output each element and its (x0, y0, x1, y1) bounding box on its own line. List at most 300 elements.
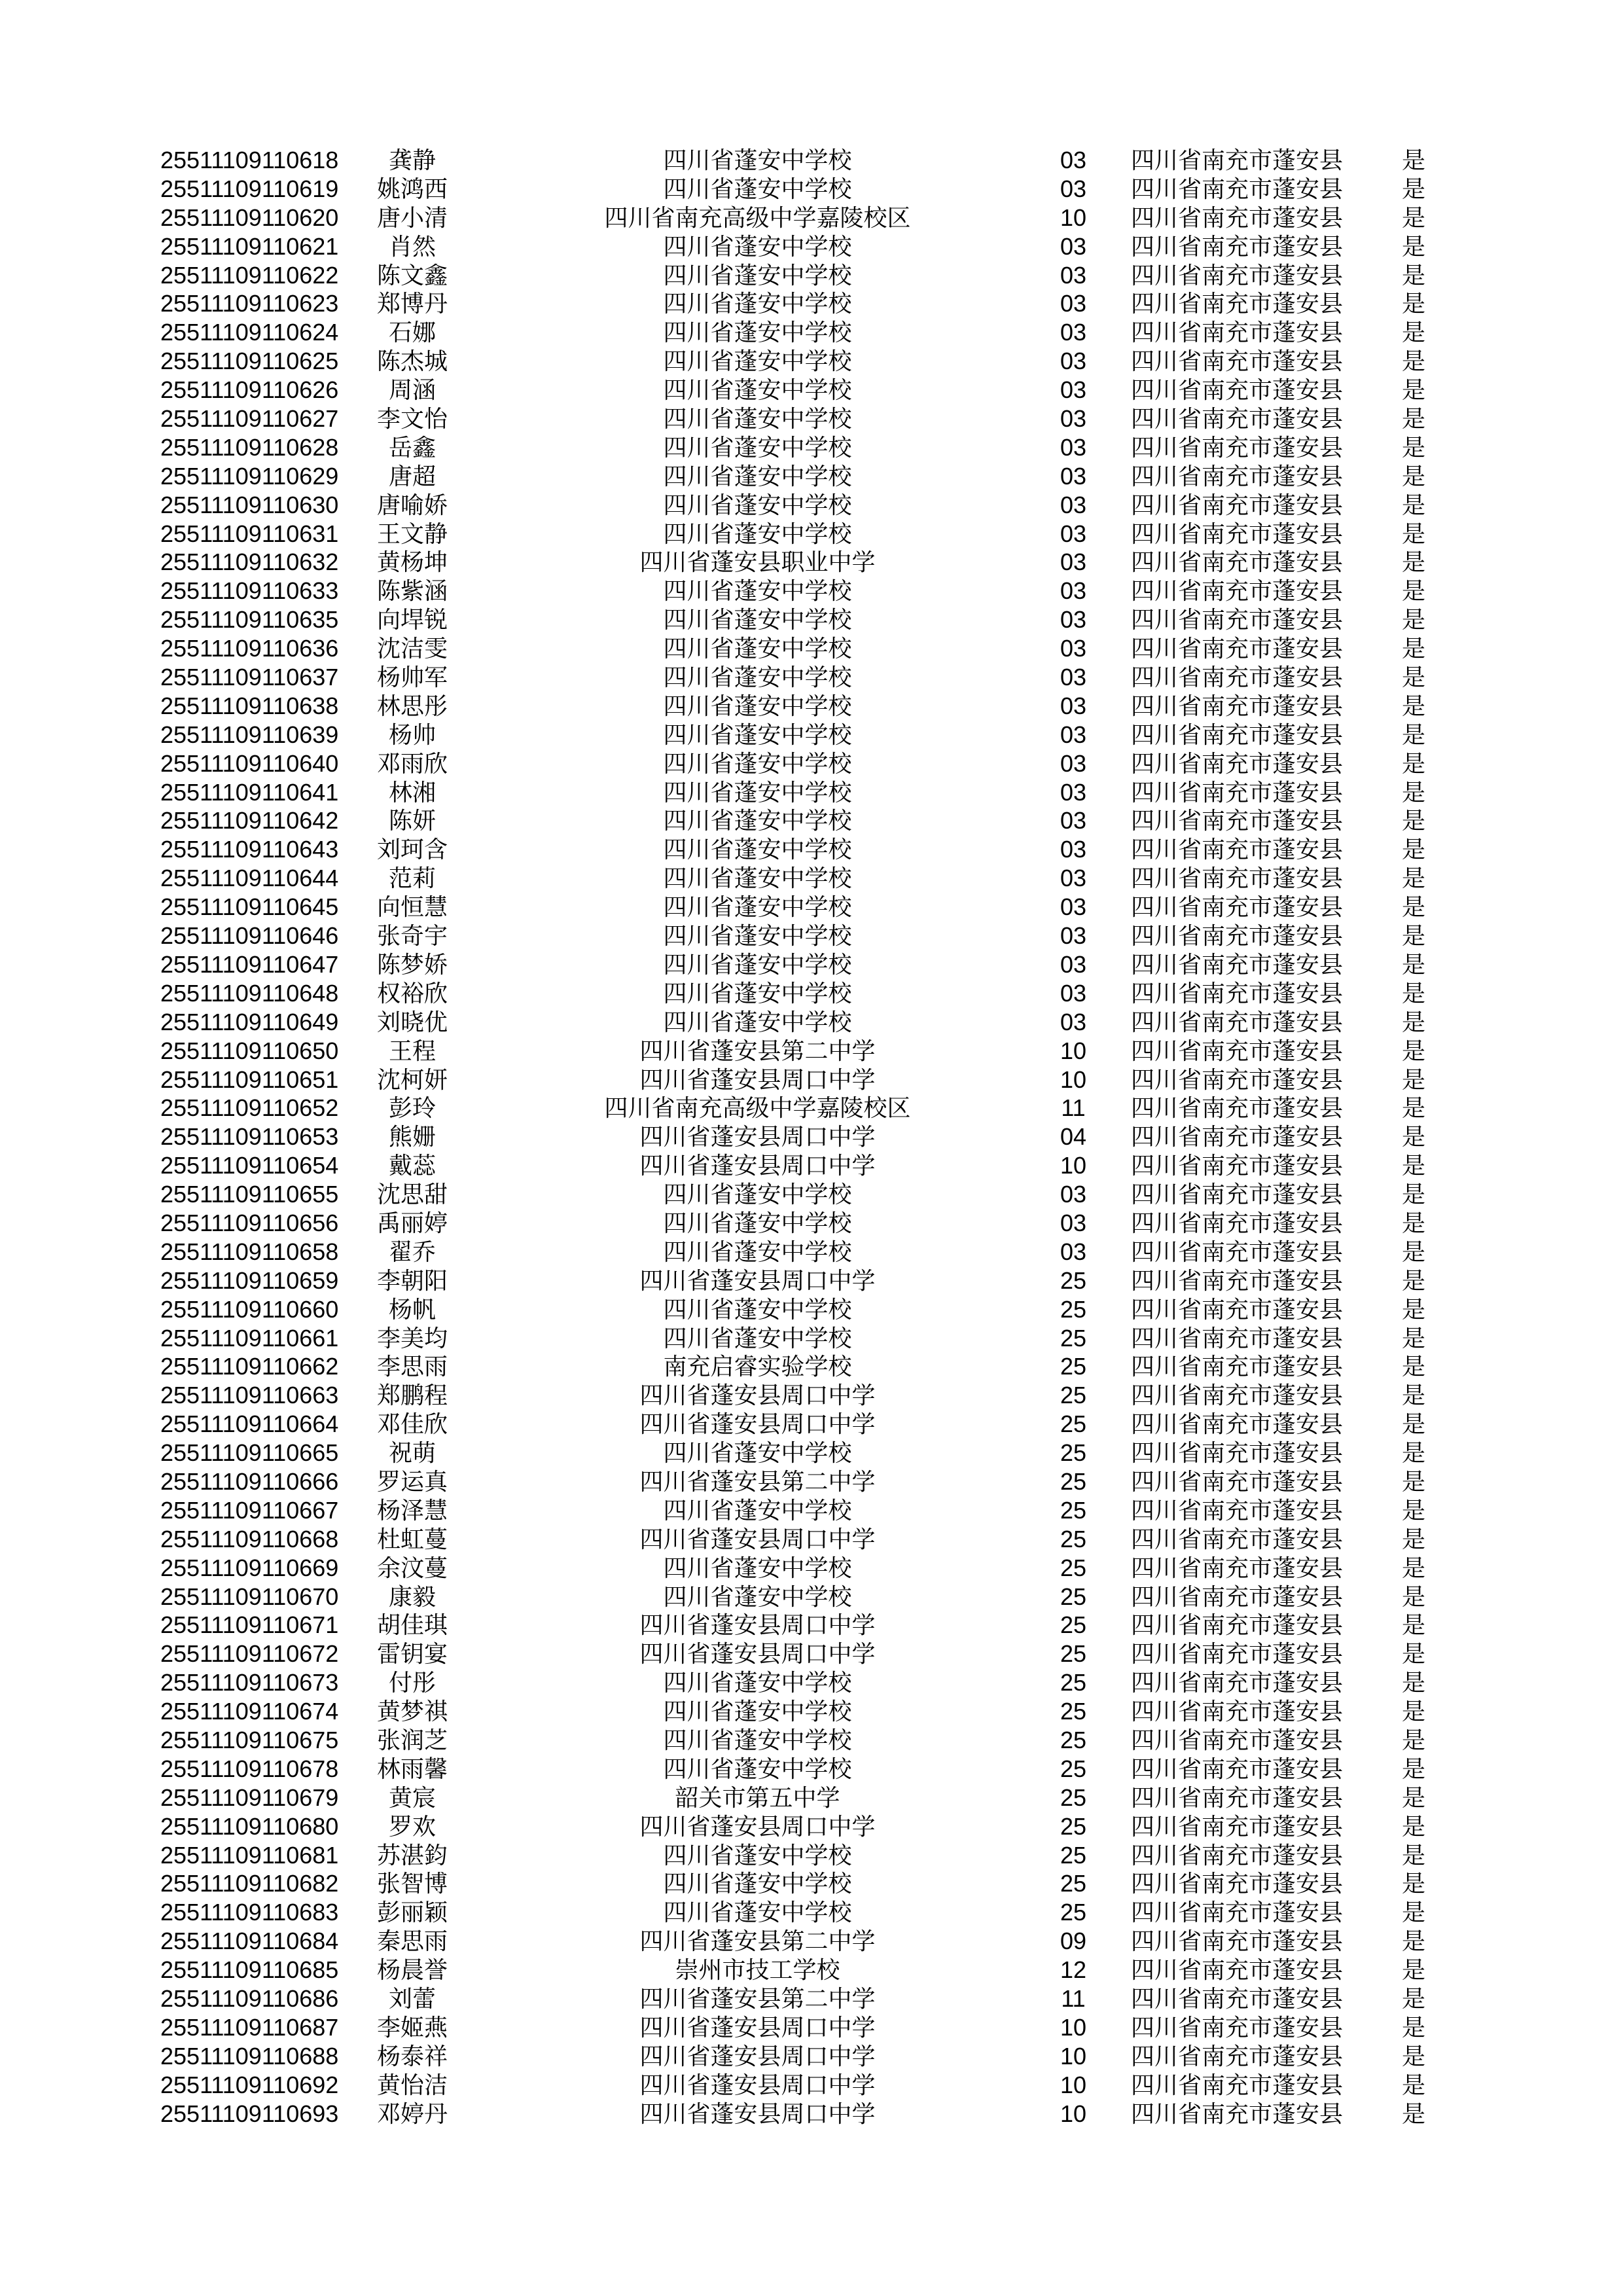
cell-code: 25 (1060, 1467, 1087, 1495)
cell-name: 杜虹蔓 (376, 1525, 448, 1552)
cell-code: 10 (1060, 2071, 1087, 2098)
cell-school: 四川省蓬安中学校 (663, 1209, 852, 1236)
cell-exam-id: 25511109110654 (160, 1152, 339, 1179)
cell-exam-id: 25511109110681 (160, 1841, 339, 1869)
cell-exam-id: 25511109110622 (160, 261, 339, 289)
cell-school: 四川省蓬安中学校 (663, 950, 852, 978)
table-row (160, 893, 1466, 922)
cell-name: 王文静 (376, 520, 448, 547)
cell-name: 刘蕾 (388, 1985, 436, 2012)
cell-exam-id: 25511109110668 (160, 1525, 339, 1552)
cell-confirmed: 是 (1401, 1066, 1425, 1093)
cell-confirmed: 是 (1401, 950, 1425, 978)
table-row (160, 1381, 1466, 1410)
cell-name: 杨帅 (388, 721, 436, 748)
table-row (160, 692, 1466, 721)
cell-confirmed: 是 (1401, 893, 1425, 921)
cell-exam-id: 25511109110619 (160, 175, 339, 202)
cell-name: 祝萌 (388, 1439, 436, 1467)
cell-district: 四川省南充市蓬安县 (1130, 1295, 1343, 1323)
cell-code: 09 (1060, 1928, 1087, 1955)
cell-code: 03 (1060, 692, 1087, 719)
cell-code: 25 (1060, 1353, 1087, 1380)
cell-name: 禹丽婷 (376, 1209, 448, 1236)
cell-code: 03 (1060, 979, 1087, 1007)
table-row (160, 806, 1466, 835)
table-row (160, 922, 1466, 950)
cell-district: 四川省南充市蓬安县 (1130, 749, 1343, 777)
table-row (160, 1151, 1466, 1180)
cell-name: 龚静 (388, 147, 436, 173)
cell-school: 四川省蓬安中学校 (663, 893, 852, 921)
cell-school: 四川省蓬安中学校 (663, 1554, 852, 1581)
cell-name: 杨晨誉 (376, 1956, 448, 1984)
cell-confirmed: 是 (1401, 405, 1425, 433)
cell-exam-id: 25511109110628 (160, 433, 339, 461)
table-row (160, 1554, 1466, 1583)
cell-name: 付彤 (388, 1669, 436, 1696)
table-row (160, 376, 1466, 404)
cell-school: 四川省蓬安中学校 (663, 520, 852, 547)
cell-code: 25 (1060, 1382, 1087, 1409)
cell-code: 03 (1060, 836, 1087, 863)
cell-exam-id: 25511109110646 (160, 922, 339, 950)
cell-code: 03 (1060, 922, 1087, 950)
table-row (160, 232, 1466, 261)
cell-district: 四川省南充市蓬安县 (1130, 1008, 1343, 1035)
cell-confirmed: 是 (1401, 692, 1425, 719)
cell-exam-id: 25511109110629 (160, 462, 339, 490)
cell-confirmed: 是 (1401, 1209, 1425, 1236)
cell-name: 杨帅军 (376, 664, 448, 691)
cell-name: 秦思雨 (376, 1928, 448, 1955)
cell-district: 四川省南充市蓬安县 (1130, 1784, 1343, 1811)
cell-exam-id: 25511109110645 (160, 893, 339, 921)
cell-code: 25 (1060, 1698, 1087, 1725)
cell-district: 四川省南充市蓬安县 (1130, 1698, 1343, 1725)
cell-district: 四川省南充市蓬安县 (1130, 2100, 1343, 2127)
cell-district: 四川省南充市蓬安县 (1130, 1066, 1343, 1093)
cell-district: 四川省南充市蓬安县 (1130, 261, 1343, 289)
table-row (160, 491, 1466, 520)
cell-confirmed: 是 (1401, 1554, 1425, 1581)
cell-school: 四川省蓬安中学校 (663, 462, 852, 490)
cell-code: 04 (1060, 1123, 1087, 1151)
cell-district: 四川省南充市蓬安县 (1130, 807, 1343, 834)
table-row (160, 1295, 1466, 1324)
table-row (160, 1037, 1466, 1066)
cell-confirmed: 是 (1401, 865, 1425, 892)
cell-name: 张奇宇 (376, 922, 448, 950)
cell-name: 林思彤 (376, 692, 448, 719)
cell-code: 03 (1060, 175, 1087, 202)
table-row (160, 1755, 1466, 1784)
cell-school: 四川省蓬安中学校 (663, 290, 852, 317)
cell-district: 四川省南充市蓬安县 (1130, 2071, 1343, 2098)
cell-name: 刘晓优 (376, 1008, 448, 1035)
cell-school: 四川省蓬安中学校 (663, 147, 852, 173)
cell-exam-id: 25511109110662 (160, 1353, 339, 1380)
cell-exam-id: 25511109110660 (160, 1295, 339, 1323)
cell-name: 翟乔 (388, 1238, 436, 1265)
cell-exam-id: 25511109110692 (160, 2071, 339, 2098)
table-row (160, 1352, 1466, 1381)
cell-name: 李文怡 (376, 405, 448, 433)
cell-code: 03 (1060, 232, 1087, 260)
cell-name: 郑博丹 (376, 290, 448, 317)
table-row (160, 2013, 1466, 2042)
cell-district: 四川省南充市蓬安县 (1130, 520, 1343, 547)
cell-code: 03 (1060, 950, 1087, 978)
cell-confirmed: 是 (1401, 1439, 1425, 1467)
cell-school: 四川省蓬安县周口中学 (639, 1812, 876, 1840)
cell-confirmed: 是 (1401, 1324, 1425, 1352)
cell-district: 四川省南充市蓬安县 (1130, 1324, 1343, 1352)
cell-confirmed: 是 (1401, 721, 1425, 748)
cell-exam-id: 25511109110643 (160, 836, 339, 863)
cell-name: 康毅 (388, 1583, 436, 1610)
cell-exam-id: 25511109110664 (160, 1410, 339, 1438)
cell-code: 03 (1060, 261, 1087, 289)
cell-name: 岳鑫 (388, 433, 436, 461)
cell-code: 25 (1060, 1841, 1087, 1869)
cell-district: 四川省南充市蓬安县 (1130, 1123, 1343, 1151)
cell-code: 03 (1060, 807, 1087, 834)
cell-exam-id: 25511109110665 (160, 1439, 339, 1467)
cell-school: 四川省蓬安县第二中学 (639, 1037, 876, 1064)
cell-exam-id: 25511109110693 (160, 2100, 339, 2127)
cell-district: 四川省南充市蓬安县 (1130, 1841, 1343, 1869)
cell-name: 杨泽慧 (376, 1496, 448, 1524)
cell-name: 罗欢 (388, 1812, 436, 1840)
cell-exam-id: 25511109110647 (160, 950, 339, 978)
cell-district: 四川省南充市蓬安县 (1130, 950, 1343, 978)
cell-confirmed: 是 (1401, 261, 1425, 289)
cell-code: 03 (1060, 290, 1087, 317)
cell-code: 03 (1060, 749, 1087, 777)
cell-school: 四川省蓬安中学校 (663, 1496, 852, 1524)
cell-confirmed: 是 (1401, 376, 1425, 404)
cell-exam-id: 25511109110642 (160, 807, 339, 834)
cell-name: 黄怡洁 (376, 2071, 448, 2098)
cell-school: 四川省蓬安中学校 (663, 1841, 852, 1869)
cell-name: 陈紫涵 (376, 577, 448, 605)
cell-code: 25 (1060, 1611, 1087, 1639)
cell-name: 熊姗 (388, 1123, 436, 1151)
cell-code: 03 (1060, 433, 1087, 461)
table-row (160, 1812, 1466, 1841)
cell-district: 四川省南充市蓬安县 (1130, 1899, 1343, 1926)
cell-exam-id: 25511109110618 (160, 147, 339, 173)
candidate-table (0, 146, 1466, 2128)
cell-school: 四川省蓬安中学校 (663, 1008, 852, 1035)
table-row (160, 1496, 1466, 1525)
cell-school: 四川省蓬安中学校 (663, 749, 852, 777)
cell-name: 张润芝 (376, 1726, 448, 1753)
cell-district: 四川省南充市蓬安县 (1130, 1152, 1343, 1179)
cell-exam-id: 25511109110673 (160, 1669, 339, 1696)
cell-district: 四川省南充市蓬安县 (1130, 175, 1343, 202)
cell-school: 四川省蓬安县周口中学 (639, 1152, 876, 1179)
table-row (160, 749, 1466, 778)
cell-exam-id: 25511109110683 (160, 1899, 339, 1926)
table-row (160, 1841, 1466, 1870)
cell-confirmed: 是 (1401, 1698, 1425, 1725)
cell-school: 四川省蓬安中学校 (663, 664, 852, 691)
cell-exam-id: 25511109110674 (160, 1698, 339, 1725)
cell-district: 四川省南充市蓬安县 (1130, 664, 1343, 691)
cell-confirmed: 是 (1401, 1583, 1425, 1610)
cell-district: 四川省南充市蓬安县 (1130, 376, 1343, 404)
cell-name: 林雨馨 (376, 1755, 448, 1782)
cell-exam-id: 25511109110631 (160, 520, 339, 547)
cell-code: 25 (1060, 1583, 1087, 1610)
cell-school: 四川省蓬安中学校 (663, 348, 852, 375)
cell-school: 四川省蓬安县职业中学 (639, 548, 876, 576)
cell-exam-id: 25511109110638 (160, 692, 339, 719)
cell-exam-id: 25511109110633 (160, 577, 339, 605)
table-row (160, 404, 1466, 433)
cell-school: 四川省蓬安中学校 (663, 319, 852, 346)
cell-exam-id: 25511109110626 (160, 376, 339, 404)
cell-code: 03 (1060, 606, 1087, 634)
table-row (160, 2071, 1466, 2100)
cell-school: 四川省蓬安中学校 (663, 979, 852, 1007)
cell-district: 四川省南充市蓬安县 (1130, 1238, 1343, 1265)
cell-name: 杨帆 (388, 1295, 436, 1323)
cell-name: 李姬燕 (376, 2013, 448, 2041)
cell-district: 四川省南充市蓬安县 (1130, 1554, 1343, 1581)
cell-exam-id: 25511109110624 (160, 319, 339, 346)
cell-exam-id: 25511109110679 (160, 1784, 339, 1811)
table-row (160, 721, 1466, 749)
cell-code: 25 (1060, 1266, 1087, 1294)
cell-confirmed: 是 (1401, 1410, 1425, 1438)
cell-school: 四川省蓬安县周口中学 (639, 1066, 876, 1093)
cell-school: 四川省蓬安中学校 (663, 721, 852, 748)
cell-district: 四川省南充市蓬安县 (1130, 1985, 1343, 2012)
cell-confirmed: 是 (1401, 1640, 1425, 1668)
cell-exam-id: 25511109110644 (160, 865, 339, 892)
cell-district: 四川省南充市蓬安县 (1130, 2013, 1343, 2041)
cell-exam-id: 25511109110637 (160, 664, 339, 691)
cell-confirmed: 是 (1401, 1382, 1425, 1409)
cell-code: 03 (1060, 405, 1087, 433)
cell-confirmed: 是 (1401, 577, 1425, 605)
cell-confirmed: 是 (1401, 2100, 1425, 2127)
cell-school: 四川省蓬安中学校 (663, 491, 852, 518)
cell-district: 四川省南充市蓬安县 (1130, 1353, 1343, 1380)
cell-confirmed: 是 (1401, 147, 1425, 173)
cell-exam-id: 25511109110688 (160, 2042, 339, 2070)
cell-confirmed: 是 (1401, 1899, 1425, 1926)
table-row (160, 1984, 1466, 2013)
cell-name: 郑鹏程 (376, 1382, 448, 1409)
cell-name: 陈文鑫 (376, 261, 448, 289)
cell-confirmed: 是 (1401, 979, 1425, 1007)
cell-district: 四川省南充市蓬安县 (1130, 979, 1343, 1007)
table-row (160, 1898, 1466, 1927)
cell-exam-id: 25511109110672 (160, 1640, 339, 1668)
cell-name: 陈妍 (388, 807, 436, 834)
cell-confirmed: 是 (1401, 1467, 1425, 1495)
table-row (160, 1525, 1466, 1554)
cell-school: 四川省蓬安中学校 (663, 1439, 852, 1467)
cell-confirmed: 是 (1401, 204, 1425, 231)
cell-confirmed: 是 (1401, 807, 1425, 834)
cell-confirmed: 是 (1401, 1123, 1425, 1151)
table-row (160, 1583, 1466, 1611)
cell-name: 戴蕊 (388, 1152, 436, 1179)
cell-school: 四川省蓬安中学校 (663, 1870, 852, 1897)
cell-school: 四川省蓬安中学校 (663, 175, 852, 202)
cell-code: 10 (1060, 2013, 1087, 2041)
cell-name: 黄梦祺 (376, 1698, 448, 1725)
cell-school: 四川省蓬安中学校 (663, 922, 852, 950)
cell-school: 四川省蓬安中学校 (663, 1669, 852, 1696)
cell-school: 四川省蓬安中学校 (663, 1324, 852, 1352)
cell-district: 四川省南充市蓬安县 (1130, 1870, 1343, 1897)
cell-code: 25 (1060, 1439, 1087, 1467)
cell-name: 杨泰祥 (376, 2042, 448, 2070)
cell-district: 四川省南充市蓬安县 (1130, 1956, 1343, 1984)
cell-school: 四川省蓬安中学校 (663, 865, 852, 892)
cell-school: 四川省南充高级中学嘉陵校区 (604, 1094, 911, 1122)
cell-exam-id: 25511109110649 (160, 1008, 339, 1035)
table-row (160, 2042, 1466, 2071)
table-row (160, 605, 1466, 634)
cell-confirmed: 是 (1401, 433, 1425, 461)
cell-district: 四川省南充市蓬安县 (1130, 1467, 1343, 1495)
cell-district: 四川省南充市蓬安县 (1130, 1755, 1343, 1782)
cell-confirmed: 是 (1401, 175, 1425, 202)
cell-name: 彭丽颖 (376, 1899, 448, 1926)
cell-confirmed: 是 (1401, 319, 1425, 346)
cell-name: 李思雨 (376, 1353, 448, 1380)
cell-district: 四川省南充市蓬安县 (1130, 1640, 1343, 1668)
cell-name: 周涵 (388, 376, 436, 404)
cell-confirmed: 是 (1401, 1669, 1425, 1696)
cell-exam-id: 25511109110641 (160, 778, 339, 806)
cell-district: 四川省南充市蓬安县 (1130, 1266, 1343, 1294)
table-row (160, 1726, 1466, 1755)
cell-name: 黄宸 (388, 1784, 436, 1811)
cell-code: 12 (1060, 1956, 1087, 1984)
cell-code: 11 (1061, 1985, 1086, 2012)
cell-confirmed: 是 (1401, 1496, 1425, 1524)
table-row (160, 2100, 1466, 2128)
table-row (160, 1209, 1466, 1238)
table-row (160, 835, 1466, 864)
cell-school: 四川省蓬安县周口中学 (639, 1410, 876, 1438)
cell-code: 03 (1060, 348, 1087, 375)
cell-district: 四川省南充市蓬安县 (1130, 1209, 1343, 1236)
table-row (160, 204, 1466, 232)
cell-code: 25 (1060, 1899, 1087, 1926)
cell-district: 四川省南充市蓬安县 (1130, 2042, 1343, 2070)
cell-district: 四川省南充市蓬安县 (1130, 1812, 1343, 1840)
cell-school: 四川省蓬安中学校 (663, 1583, 852, 1610)
cell-school: 四川省蓬安县周口中学 (639, 2042, 876, 2070)
cell-district: 四川省南充市蓬安县 (1130, 147, 1343, 173)
cell-district: 四川省南充市蓬安县 (1130, 348, 1343, 375)
cell-confirmed: 是 (1401, 1611, 1425, 1639)
cell-exam-id: 25511109110621 (160, 232, 339, 260)
cell-school: 四川省蓬安县周口中学 (639, 1266, 876, 1294)
cell-exam-id: 25511109110678 (160, 1755, 339, 1782)
cell-school: 崇州市技工学校 (675, 1956, 840, 1984)
table-row (160, 1467, 1466, 1496)
cell-school: 四川省蓬安县周口中学 (639, 1640, 876, 1668)
cell-district: 四川省南充市蓬安县 (1130, 577, 1343, 605)
cell-code: 10 (1060, 1037, 1087, 1064)
cell-name: 肖然 (388, 232, 436, 260)
cell-exam-id: 25511109110623 (160, 290, 339, 317)
cell-confirmed: 是 (1401, 1985, 1425, 2012)
cell-exam-id: 25511109110666 (160, 1467, 339, 1495)
cell-exam-id: 25511109110658 (160, 1238, 339, 1265)
cell-confirmed: 是 (1401, 232, 1425, 260)
cell-exam-id: 25511109110632 (160, 548, 339, 576)
cell-name: 向垾锐 (376, 606, 448, 634)
table-row (160, 1008, 1466, 1037)
cell-code: 25 (1060, 1324, 1087, 1352)
table-row (160, 1439, 1466, 1467)
cell-confirmed: 是 (1401, 1870, 1425, 1897)
cell-district: 四川省南充市蓬安县 (1130, 462, 1343, 490)
cell-code: 03 (1060, 520, 1087, 547)
cell-school: 四川省蓬安中学校 (663, 1181, 852, 1208)
cell-name: 唐超 (388, 462, 436, 490)
cell-district: 四川省南充市蓬安县 (1130, 1611, 1343, 1639)
cell-district: 四川省南充市蓬安县 (1130, 922, 1343, 950)
cell-confirmed: 是 (1401, 2042, 1425, 2070)
cell-code: 10 (1060, 1066, 1087, 1093)
cell-exam-id: 25511109110652 (160, 1094, 339, 1122)
cell-code: 03 (1060, 376, 1087, 404)
cell-district: 四川省南充市蓬安县 (1130, 1410, 1343, 1438)
cell-name: 陈梦娇 (376, 950, 448, 978)
table-row (160, 1066, 1466, 1094)
cell-name: 王程 (388, 1037, 436, 1064)
cell-name: 彭玲 (388, 1094, 436, 1122)
cell-name: 胡佳琪 (376, 1611, 448, 1639)
cell-school: 四川省南充高级中学嘉陵校区 (604, 204, 911, 231)
cell-school: 四川省蓬安中学校 (663, 692, 852, 719)
table-row (160, 1180, 1466, 1209)
cell-name: 李美均 (376, 1324, 448, 1352)
cell-confirmed: 是 (1401, 778, 1425, 806)
cell-code: 25 (1060, 1812, 1087, 1840)
cell-exam-id: 25511109110663 (160, 1382, 339, 1409)
cell-name: 邓婷丹 (376, 2100, 448, 2127)
cell-confirmed: 是 (1401, 1841, 1425, 1869)
table-row (160, 663, 1466, 692)
table-row (160, 577, 1466, 605)
cell-confirmed: 是 (1401, 1928, 1425, 1955)
cell-school: 四川省蓬安中学校 (663, 1899, 852, 1926)
cell-name: 权裕欣 (376, 979, 448, 1007)
cell-code: 25 (1060, 1410, 1087, 1438)
cell-code: 03 (1060, 778, 1087, 806)
cell-code: 03 (1060, 319, 1087, 346)
cell-school: 四川省蓬安中学校 (663, 405, 852, 433)
cell-exam-id: 25511109110636 (160, 635, 339, 662)
cell-confirmed: 是 (1401, 749, 1425, 777)
cell-name: 余汶蔓 (376, 1554, 448, 1581)
table-row (160, 1266, 1466, 1295)
cell-code: 25 (1060, 1669, 1087, 1696)
